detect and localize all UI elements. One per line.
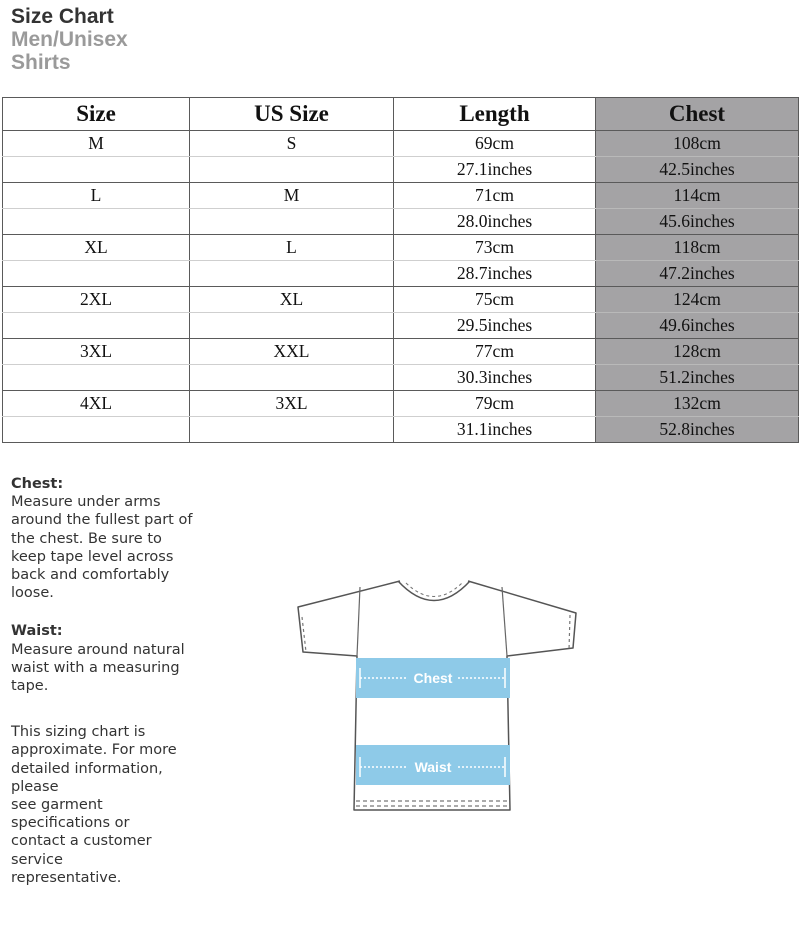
cell-us-size: 3XL <box>190 391 394 417</box>
cell-length-in: 29.5inches <box>394 313 596 339</box>
cell-length-in: 28.0inches <box>394 209 596 235</box>
chest-label: Chest <box>413 670 453 686</box>
cell-us-size: S <box>190 131 394 157</box>
cell-chest-cm: 132cm <box>596 391 799 417</box>
cell-empty <box>190 209 394 235</box>
table-row-sub <box>3 157 799 183</box>
cell-empty <box>190 417 394 443</box>
chest-text-line: back and comfortably <box>11 567 170 584</box>
cell-length-cm: 79cm <box>394 391 596 417</box>
cell-chest-cm: 114cm <box>596 183 799 209</box>
sizing-note <box>11 723 231 887</box>
cell-chest-cm: 118cm <box>596 235 799 261</box>
note-text-line: approximate. For more <box>11 742 177 759</box>
cell-length-cm: 75cm <box>394 287 596 313</box>
table-row <box>3 339 799 365</box>
cell-empty <box>190 261 394 287</box>
waist-heading: Waist: <box>11 623 63 640</box>
note-text-line: This sizing chart is <box>11 724 146 741</box>
cell-length-cm: 73cm <box>394 235 596 261</box>
cell-size: XL <box>3 235 190 261</box>
title-block <box>11 5 128 74</box>
col-header-chest: Chest <box>596 98 799 131</box>
cell-size: M <box>3 131 190 157</box>
chest-text-line: loose. <box>11 585 54 602</box>
tshirt-diagram <box>290 570 590 820</box>
cell-empty <box>3 365 190 391</box>
chest-text-line: keep tape level across <box>11 548 174 565</box>
chart-subtitle-product: Shirts <box>11 51 71 74</box>
table-row-sub <box>3 313 799 339</box>
cell-us-size: XL <box>190 287 394 313</box>
waist-text-line: tape. <box>11 678 49 695</box>
waist-text-line: waist with a measuring <box>11 659 180 676</box>
chest-text-line: the chest. Be sure to <box>11 530 162 547</box>
size-table <box>2 97 799 443</box>
cell-empty <box>3 209 190 235</box>
cell-length-in: 31.1inches <box>394 417 596 443</box>
cell-length-in: 27.1inches <box>394 157 596 183</box>
table-row <box>3 235 799 261</box>
cell-chest-cm: 108cm <box>596 131 799 157</box>
table-header-row <box>3 98 799 131</box>
cell-chest-in: 52.8inches <box>596 417 799 443</box>
table-row-sub <box>3 365 799 391</box>
col-header-us-size: US Size <box>190 98 394 131</box>
table-row <box>3 391 799 417</box>
cell-size: L <box>3 183 190 209</box>
cell-length-cm: 71cm <box>394 183 596 209</box>
cell-chest-in: 49.6inches <box>596 313 799 339</box>
waist-label: Waist <box>414 759 452 775</box>
cell-size: 2XL <box>3 287 190 313</box>
cell-empty <box>190 157 394 183</box>
cell-us-size: XXL <box>190 339 394 365</box>
chest-heading: Chest: <box>11 476 64 492</box>
cell-empty <box>3 261 190 287</box>
note-text-line: service <box>11 851 63 868</box>
cell-empty <box>3 313 190 339</box>
chart-subtitle-category: Men/Unisex <box>11 28 128 51</box>
cell-size: 3XL <box>3 339 190 365</box>
cell-empty <box>3 157 190 183</box>
col-header-size: Size <box>3 98 190 131</box>
cell-empty <box>190 365 394 391</box>
cell-length-in: 28.7inches <box>394 261 596 287</box>
table-row <box>3 131 799 157</box>
cell-us-size: M <box>190 183 394 209</box>
chest-text-line: around the fullest part of <box>11 512 193 529</box>
table-row-sub <box>3 417 799 443</box>
note-text-line: contact a customer <box>11 833 152 850</box>
cell-chest-cm: 128cm <box>596 339 799 365</box>
waist-text <box>11 641 231 696</box>
cell-length-cm: 77cm <box>394 339 596 365</box>
note-text-line: detailed information, <box>11 760 163 777</box>
note-text-line: representative. <box>11 869 122 886</box>
cell-chest-cm: 124cm <box>596 287 799 313</box>
cell-chest-in: 45.6inches <box>596 209 799 235</box>
table-row-sub <box>3 261 799 287</box>
cell-chest-in: 51.2inches <box>596 365 799 391</box>
cell-length-in: 30.3inches <box>394 365 596 391</box>
note-text-line: see garment <box>11 797 103 814</box>
waist-text-line: Measure around natural <box>11 641 185 658</box>
cell-length-cm: 69cm <box>394 131 596 157</box>
note-text-line: specifications or <box>11 815 130 832</box>
cell-us-size: L <box>190 235 394 261</box>
cell-empty <box>190 313 394 339</box>
chest-text-line: Measure under arms <box>11 494 161 511</box>
chart-title: Size Chart <box>11 5 114 28</box>
measuring-instructions <box>11 475 231 887</box>
cell-chest-in: 42.5inches <box>596 157 799 183</box>
note-text-line: please <box>11 778 59 795</box>
table-row-sub <box>3 209 799 235</box>
table-row <box>3 287 799 313</box>
col-header-length: Length <box>394 98 596 131</box>
table-row <box>3 183 799 209</box>
cell-chest-in: 47.2inches <box>596 261 799 287</box>
cell-size: 4XL <box>3 391 190 417</box>
cell-empty <box>3 417 190 443</box>
chest-text <box>11 493 231 602</box>
table-body <box>3 131 799 443</box>
